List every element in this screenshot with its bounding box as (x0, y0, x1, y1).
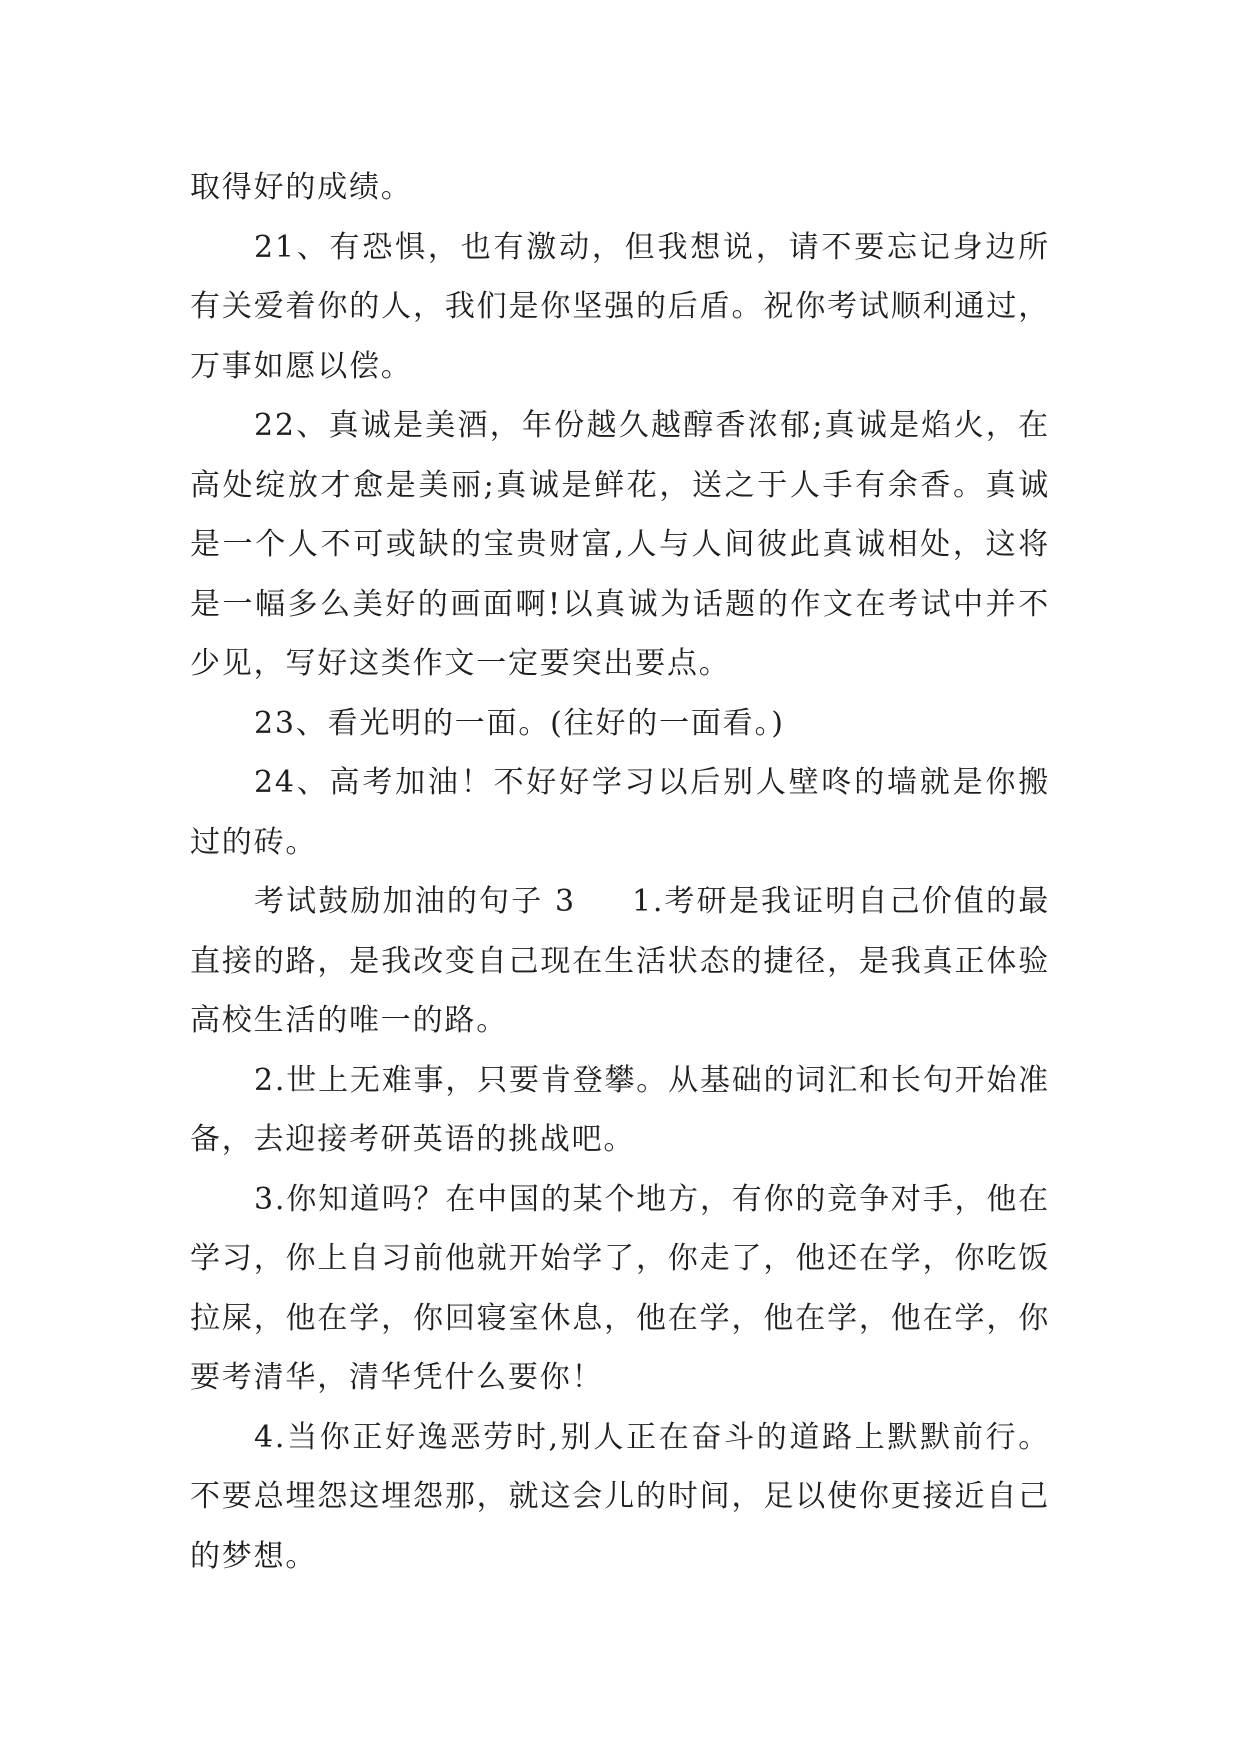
document-body (190, 158, 1050, 1586)
section-3-item-1: 1.考研是我证明自己价值的最直接的路，是我改变自己现在生活状态的捷径，是我真正体验高校生活的唯一的路。 (190, 884, 1050, 1038)
section-3-heading: 考试鼓励加油的句子 3 (254, 884, 576, 919)
paragraph-23: 23、看光明的一面。(往好的一面看。) (254, 705, 785, 741)
paragraph-continued: 取得好的成绩。 (190, 170, 413, 205)
paragraph-22: 22、真诚是美酒，年份越久越醇香浓郁;真诚是焰火，在高处绽放才愈是美丽;真诚是鲜花，送之于人手有余香。真诚是一个人不可或缺的宝贵财富,人与人间彼此真诚相处，这将是一幅多么美好的画面啊!以真诚为话题的作文在考试中并不少见，写好这类作文一定要突出要点。 (190, 408, 1050, 681)
section-3-item-2: 2.世上无难事，只要肯登攀。从基础的词汇和长句开始准备，去迎接考研英语的挑战吧。 (190, 1062, 1050, 1157)
section-3-item-3: 3.你知道吗？在中国的某个地方，有你的竞争对手，他在学习，你上自习前他就开始学了，你走了，他还在学，你吃饭拉屎，他在学，你回寝室休息，他在学，他在学，他在学，你要考清华，清华凭什么要你！ (190, 1181, 1050, 1395)
paragraph-24: 24、高考加油！不好好学习以后别人壁咚的墙就是你搬过的砖。 (190, 765, 1050, 860)
section-3-paragraph (190, 872, 1050, 1051)
paragraph-21: 21、有恐惧，也有激动，但我想说，请不要忘记身边所有关爱着你的人，我们是你坚强的后盾。祝你考试顺利通过，万事如愿以偿。 (190, 229, 1050, 384)
section-3-item-4: 4.当你正好逸恶劳时,别人正在奋斗的道路上默默前行。不要总埋怨这埋怨那，就这会儿的时间，足以使你更接近自己的梦想。 (190, 1419, 1050, 1574)
